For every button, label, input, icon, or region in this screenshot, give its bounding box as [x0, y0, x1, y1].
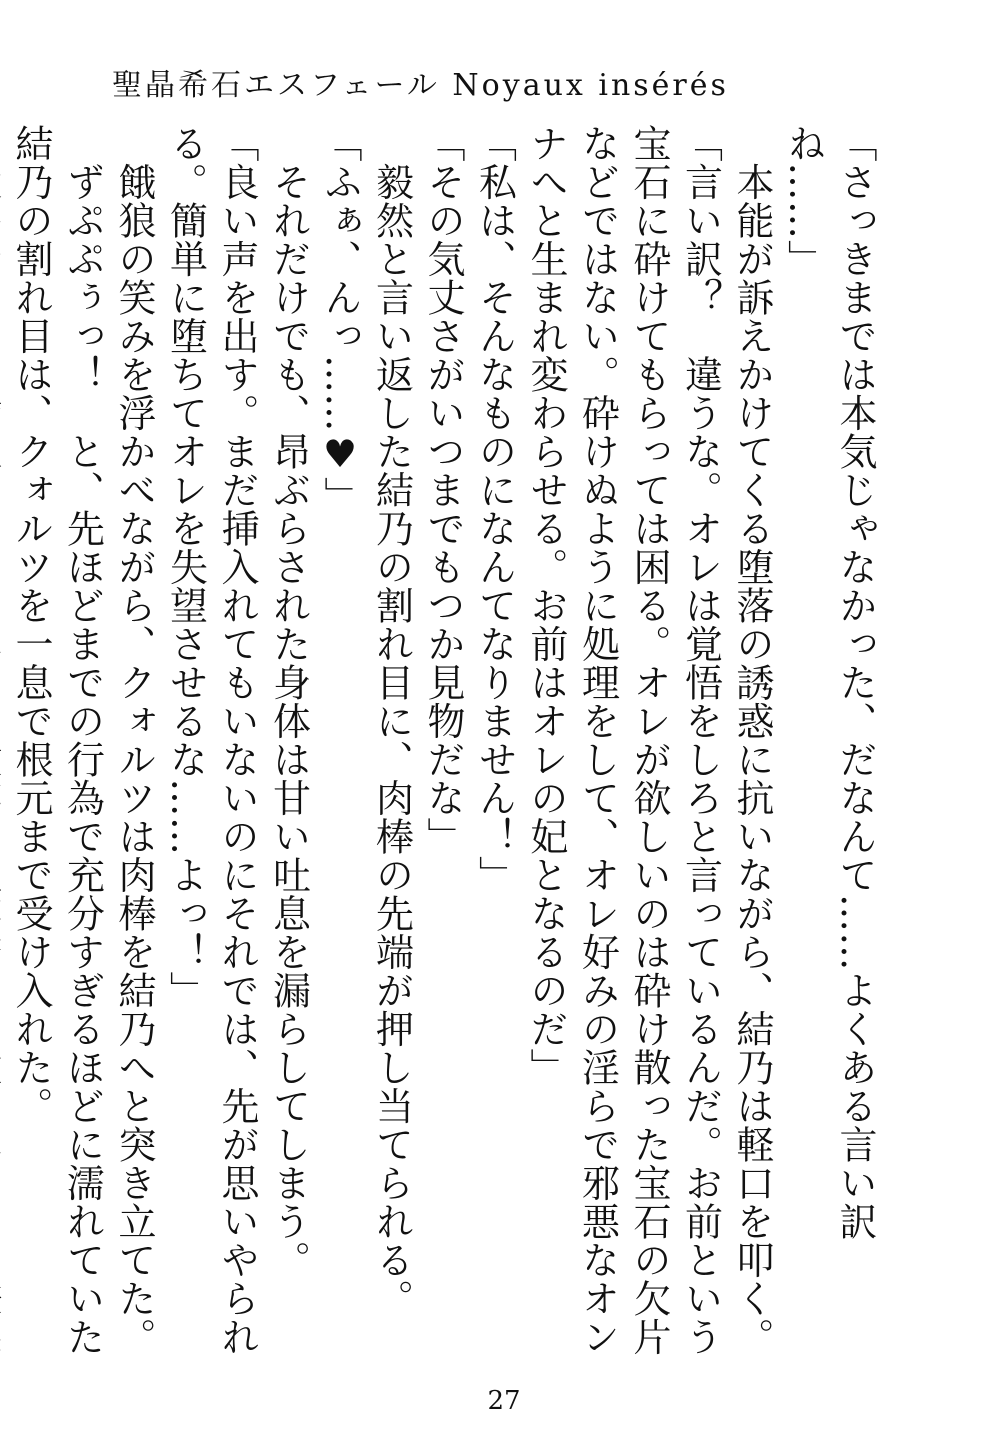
paragraph: 「その気丈さがいつまでもつか見物だな」	[421, 124, 465, 856]
paragraph: 「私は、そんなものになんてなりません！」	[472, 124, 517, 894]
vertical-body-text	[9, 124, 880, 1364]
paragraph: 「さっきまでは本気じゃなかった、だなんて……よくある言い訳ね……」	[781, 124, 877, 1241]
paragraph: それだけでも、昂ぶらされた身体は甘い吐息を漏らしてしまう。	[266, 124, 311, 1279]
paragraph: 「良い声を出す。まだ挿入れてもいないのにそれでは、先が思いやられる。簡単に堕ちてオレを失望させるな……よっ！」	[163, 124, 259, 1356]
paragraph: 「言い訳？ 違うな。オレは覚悟をしろと言っているんだ。お前という宝石に砕けてもらっては困る。オレが欲しいのは砕け散った宝石の欠片などではない。砕けぬように処理をして、オレ好みの淫らで邪悪なオンナへと生まれ変わらせる。お前はオレの妃となるのだ」	[524, 124, 723, 1356]
paragraph: 「ふぁ、んっ……♥」	[318, 124, 362, 515]
paragraph: 毅然と言い返した結乃の割れ目に、肉棒の先端が押し当てられる。	[369, 124, 414, 1318]
paragraph: 本能が訴えかけてくる堕落の誘惑に抗いながら、結乃は軽口を叩く。	[730, 124, 774, 1356]
running-header-title: 聖晶希石エスフェール Noyaux insérés	[112, 68, 729, 103]
paragraph: ずぷぷぅっ！ と、先ほどまでの行為で充分すぎるほどに濡れていた結乃の割れ目は、クォルツを一息で根元まで受け入れた。	[9, 124, 105, 1356]
paragraph	[0, 124, 5, 1364]
paragraph: 餓狼の笑みを浮かべながら、クォルツは肉棒を結乃へと突き立てた。	[112, 124, 156, 1356]
page-number: 27	[487, 1386, 521, 1416]
